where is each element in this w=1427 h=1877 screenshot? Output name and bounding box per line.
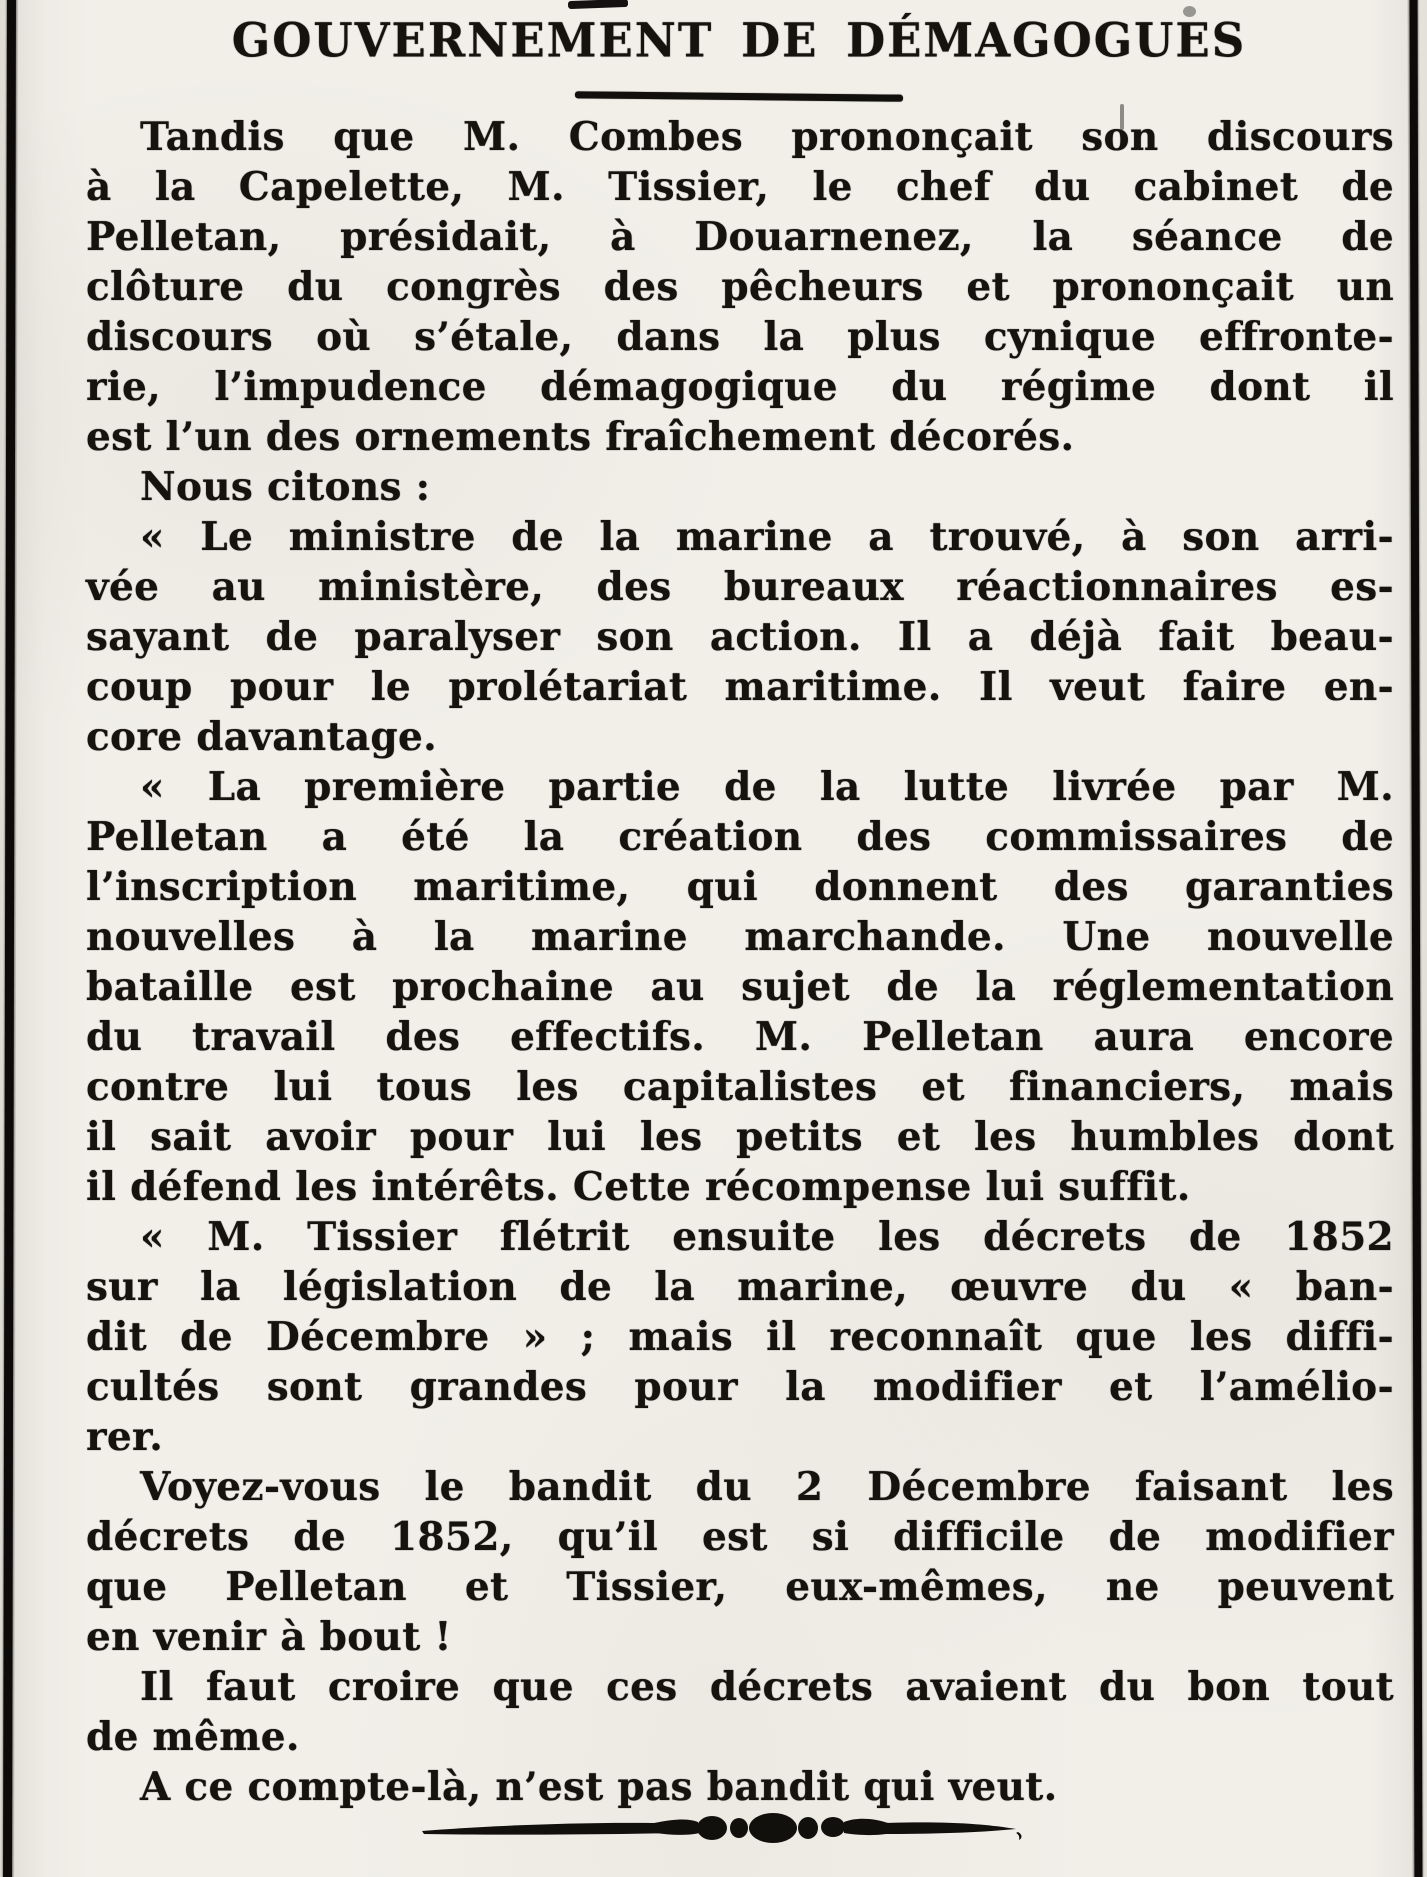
body-line: sayant de paralyser son action. Il a déjà fait beau- (86, 614, 1394, 660)
body-line: coup pour le prolétariat maritime. Il veut faire en- (86, 664, 1394, 710)
body-line: Pelletan, présidait, à Douarnenez, la séance de (86, 214, 1394, 260)
body-line: à la Capelette, M. Tissier, le chef du cabinet de (86, 164, 1394, 210)
ink-artifact (568, 0, 628, 9)
body-line: Nous citons : (140, 464, 431, 510)
body-line: du travail des effectifs. M. Pelletan aura encore (86, 1014, 1394, 1060)
body-line: core davantage. (86, 714, 437, 760)
body-line: « La première partie de la lutte livrée par M. (140, 764, 1394, 810)
body-line: dit de Décembre » ; mais il reconnaît que les diffi- (86, 1314, 1394, 1360)
body-line: nouvelles à la marine marchande. Une nouvelle (86, 914, 1394, 960)
body-line: Tandis que M. Combes prononçait son discours (140, 114, 1394, 160)
body-line: en venir à bout ! (86, 1614, 452, 1660)
body-line: « Le ministre de la marine a trouvé, à son arri- (140, 514, 1394, 560)
column-rule-right (1410, 0, 1423, 1877)
title-divider-rule (575, 91, 903, 101)
body-line: contre lui tous les capitalistes et financiers, mais (86, 1064, 1394, 1110)
body-line: l’inscription maritime, qui donnent des garanties (86, 864, 1394, 910)
body-line: sur la législation de la marine, œuvre du « ban- (86, 1264, 1394, 1310)
body-line: cultés sont grandes pour la modifier et l’amélio- (86, 1364, 1394, 1410)
column-rule-left (3, 0, 16, 1877)
body-line: clôture du congrès des pêcheurs et prononçait un (86, 264, 1394, 310)
end-ornament-icon (416, 1806, 1026, 1850)
body-line: est l’un des ornements fraîchement décorés. (86, 414, 1075, 460)
body-line: rer. (86, 1414, 164, 1460)
article-header (85, 14, 1393, 100)
body-line: discours où s’étale, dans la plus cynique effronte- (86, 314, 1394, 360)
body-line: Il faut croire que ces décrets avaient du bon tout (140, 1664, 1394, 1710)
body-line: que Pelletan et Tissier, eux-mêmes, ne peuvent (86, 1564, 1394, 1610)
body-line: Voyez-vous le bandit du 2 Décembre faisant les (140, 1464, 1394, 1510)
body-line: bataille est prochaine au sujet de la réglementation (86, 964, 1394, 1010)
body-line: il sait avoir pour lui les petits et les humbles dont (86, 1114, 1394, 1160)
body-line: de même. (86, 1714, 300, 1760)
body-line: il défend les intérêts. Cette récompense lui suffit. (86, 1164, 1191, 1210)
body-line: vée au ministère, des bureaux réactionnaires es- (86, 564, 1394, 610)
body-line: rie, l’impudence démagogique du régime dont il (86, 364, 1394, 410)
body-line: décrets de 1852, qu’il est si difficile de modifier (86, 1514, 1394, 1560)
body-line: « M. Tissier flétrit ensuite les décrets de 1852 (140, 1214, 1394, 1260)
article-body (86, 112, 1394, 1812)
body-line: Pelletan a été la création des commissaires de (86, 814, 1394, 860)
body-line: A ce compte-là, n’est pas bandit qui veut. (140, 1764, 1058, 1810)
article-title: GOUVERNEMENT DE DÉMAGOGUES (231, 12, 1247, 69)
